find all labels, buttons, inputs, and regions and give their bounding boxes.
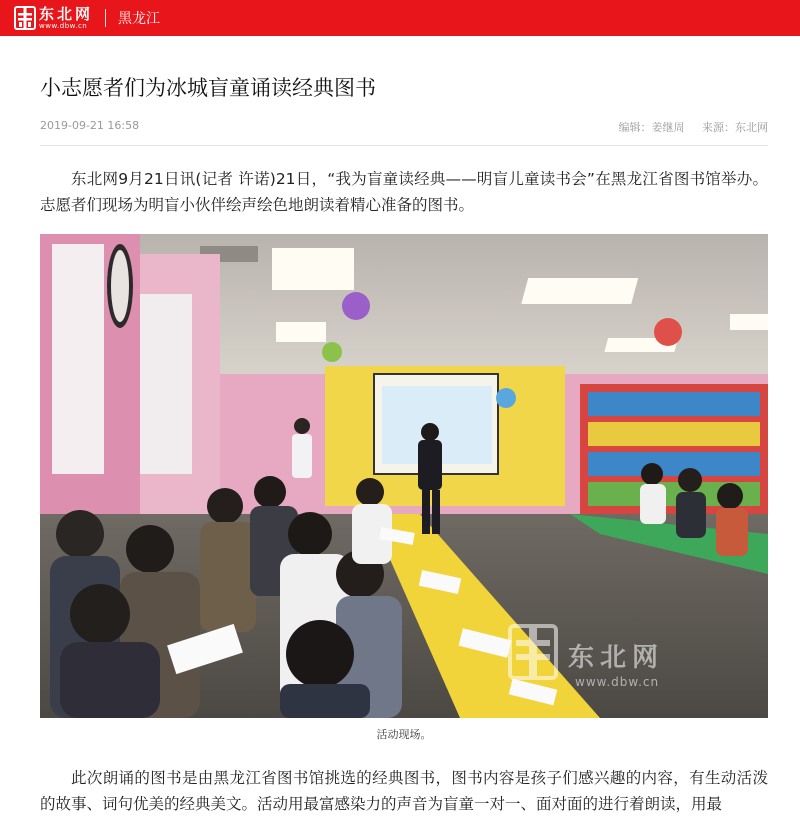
article xyxy=(40,36,768,817)
article-title: 小志愿者们为冰城盲童诵读经典图书 xyxy=(40,76,376,100)
article-meta xyxy=(40,119,768,137)
watermark-name: 东北网 xyxy=(568,643,665,673)
logo-mark-icon xyxy=(14,6,36,30)
second-paragraph: 此次朗诵的图书是由黑龙江省图书馆挑选的经典图书，图书内容是孩子们感兴趣的内容，有生动活泼的故事、词句优美的经典美文。活动用最富感染力的声音为盲童一对一、面对面的进行着朗读，用最 xyxy=(40,769,768,813)
site-logo[interactable] xyxy=(14,0,93,36)
channel-link[interactable]: 黑龙江 xyxy=(118,11,161,27)
header-divider xyxy=(105,9,106,27)
photo-caption: 活动现场。 xyxy=(376,728,432,741)
article-photo xyxy=(40,234,768,718)
event-photo-image xyxy=(40,234,768,718)
top-bar xyxy=(0,0,800,36)
watermark-url: www.dbw.cn xyxy=(575,675,660,689)
logo-url: www.dbw.cn xyxy=(39,22,88,30)
meta-right xyxy=(605,119,769,137)
publish-datetime: 2019-09-21 16:58 xyxy=(40,119,140,132)
editor-credit: 编辑：姜继周 xyxy=(618,121,685,134)
lead-paragraph: 东北网9月21日讯(记者 许诺)21日，“我为盲童读经典——明盲儿童读书会”在黑龙江省图书馆举办。志愿者们现场为明盲小伙伴绘声绘色地朗读着精心准备的图书。 xyxy=(40,170,768,214)
logo-name: 东北网 xyxy=(39,5,94,23)
logo-text-block xyxy=(39,6,93,30)
source-credit: 来源：东北网 xyxy=(702,121,768,134)
meta-divider xyxy=(40,145,768,146)
